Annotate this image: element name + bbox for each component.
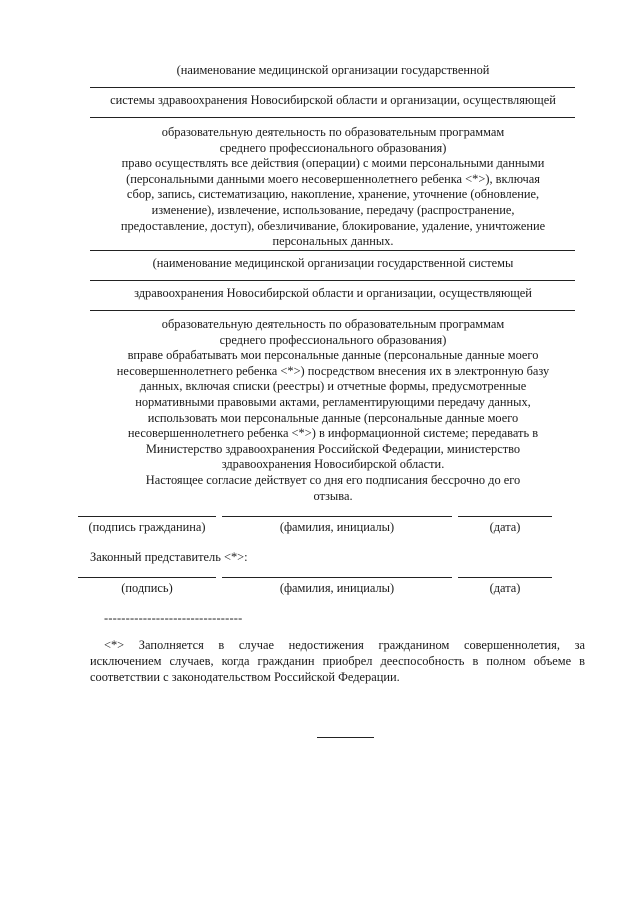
text-line: несовершеннолетнего ребенка <*>) в информационной системе; передавать в xyxy=(127,426,539,441)
footnote-line: исключением случаев, когда гражданин приобрел дееспособность в полном объеме в xyxy=(90,653,585,668)
date-field[interactable] xyxy=(458,577,552,578)
text-line: среднего профессионального образования) xyxy=(219,332,447,347)
date-field[interactable] xyxy=(458,516,552,517)
text-line: персональных данных. xyxy=(272,234,394,249)
name-label: (фамилия, инициалы) xyxy=(279,520,395,534)
caption-line: (наименование медицинской организации государственной xyxy=(176,63,490,77)
fill-line[interactable] xyxy=(90,117,575,118)
footnote xyxy=(90,638,585,685)
signature-field[interactable] xyxy=(78,516,216,517)
text-line: здравоохранения Новосибирской области. xyxy=(221,457,445,472)
fill-line[interactable] xyxy=(90,280,575,281)
name-field[interactable] xyxy=(222,577,452,578)
text-line: вправе обрабатывать мои персональные данные (персональные данные моего xyxy=(127,348,539,363)
text-line: Министерство здравоохранения Российской Федерации, министерство xyxy=(145,441,521,456)
text-line: предоставление, доступ), обезличивание, блокирование, удаление, уничтожение xyxy=(120,218,546,233)
text-line: образовательную деятельность по образовательным программам xyxy=(161,125,505,139)
text-line: отзыва. xyxy=(313,488,353,503)
representative-label: Законный представитель <*>: xyxy=(90,550,248,564)
signature-label: (подпись гражданина) xyxy=(88,520,206,534)
text-line: нормативными правовыми актами, регламентирующими передачу данных, xyxy=(135,394,531,409)
footnote-line: <*> Заполняется в случае недостижения гражданином совершеннолетия, за xyxy=(104,638,585,652)
date-label: (дата) xyxy=(489,520,521,534)
org-caption-2b xyxy=(92,286,574,302)
text-line: среднего профессионального образования) xyxy=(219,140,447,155)
org-caption-2 xyxy=(92,256,574,272)
fill-line[interactable] xyxy=(90,250,575,251)
text-line: Настоящее согласие действует со дня его подписания бессрочно до его xyxy=(145,472,521,487)
footnote-line: соответствии с законодательством Российской Федерации. xyxy=(90,669,400,684)
fill-line[interactable] xyxy=(90,87,575,88)
page-end-rule xyxy=(317,737,374,738)
signature-label: (подпись) xyxy=(121,581,173,595)
text-line: изменение), извлечение, использование, передачу (распространение, xyxy=(151,202,515,217)
consent-paragraph-1 xyxy=(92,125,574,250)
text-line: сбор, запись, систематизацию, накопление, хранение, уточнение (обновление, xyxy=(126,187,540,202)
signature-field[interactable] xyxy=(78,577,216,578)
text-line: использовать мои персональные данные (персональные данные моего xyxy=(147,410,519,425)
caption-line: (наименование медицинской организации государственной системы xyxy=(152,256,514,270)
text-line: образовательную деятельность по образовательным программам xyxy=(161,317,505,331)
consent-paragraph-2 xyxy=(92,317,574,504)
text-line: несовершеннолетнего ребенка <*>) посредством внесения их в электронную базу xyxy=(116,363,550,378)
org-caption-1 xyxy=(92,63,574,79)
caption-line: здравоохранения Новосибирской области и организации, осуществляющей xyxy=(134,286,532,300)
text-line: право осуществлять все действия (операции) с моими персональными данными xyxy=(121,156,545,171)
date-label: (дата) xyxy=(489,581,521,595)
org-caption-1b xyxy=(92,93,574,109)
text-line: данных, включая списки (реестры) и отчетные формы, предусмотренные xyxy=(139,379,527,394)
name-label: (фамилия, инициалы) xyxy=(279,581,395,595)
name-field[interactable] xyxy=(222,516,452,517)
fill-line[interactable] xyxy=(90,310,575,311)
text-line: (персональными данными моего несовершеннолетнего ребенка <*>), включая xyxy=(126,171,540,186)
caption-line: системы здравоохранения Новосибирской области и организации, осуществляющей xyxy=(110,93,556,107)
footnote-separator: -------------------------------- xyxy=(104,611,243,625)
